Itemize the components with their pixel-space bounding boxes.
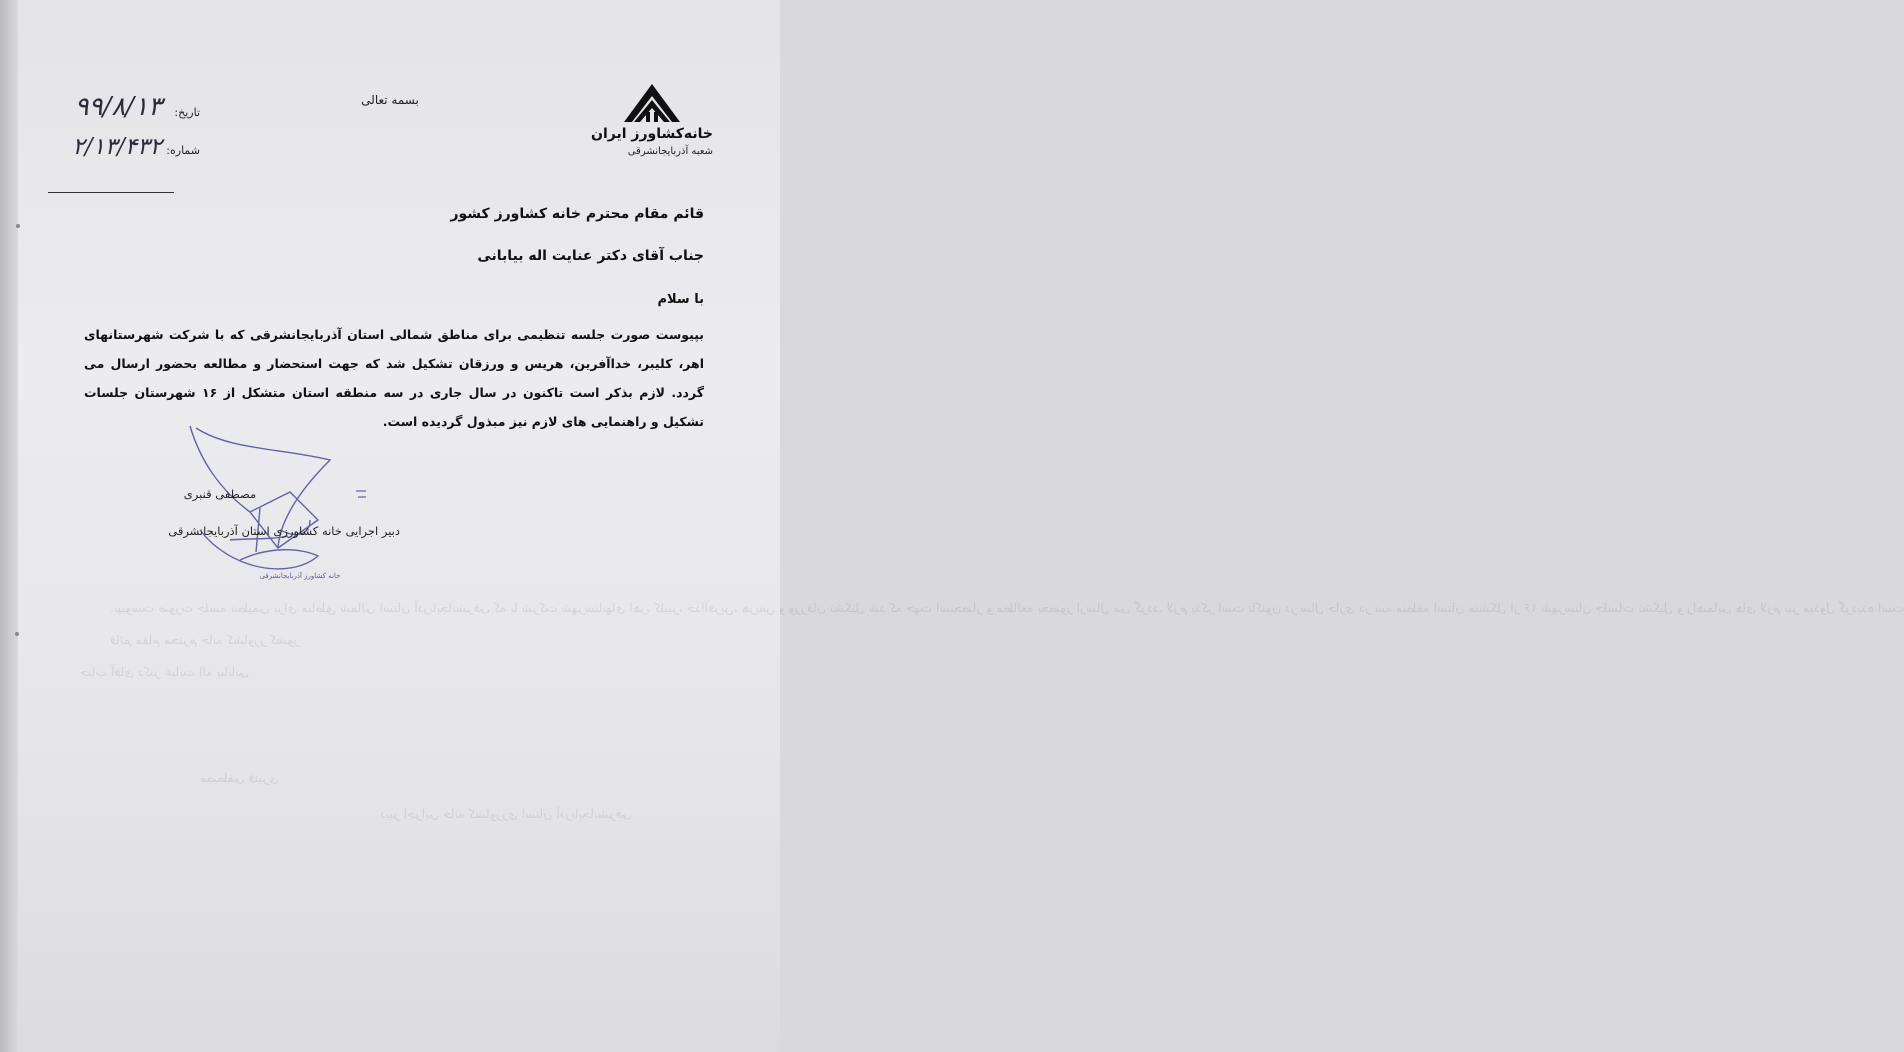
date-handwritten: ۹۹/۸/۱۳ bbox=[74, 92, 162, 122]
number-field bbox=[20, 136, 200, 172]
date-field bbox=[20, 92, 200, 132]
scan-speck bbox=[15, 632, 19, 636]
greeting: با سلام bbox=[657, 292, 704, 307]
org-name: خانه‌کشاورز ایران bbox=[591, 126, 713, 142]
bleed-through-text: مصطفی قنبری bbox=[200, 770, 279, 785]
scan-speck bbox=[16, 224, 20, 228]
bleed-through-text: جناب آقای دکتر عنایت اله بیابانی bbox=[80, 664, 250, 679]
bleed-through-text: بپیوست صورت جلسه تنظیمی برای مناطق شمالی استان آذربایجانشرقی که با شرکت شهرستانهای اهر، کلیبر، خداآفرین، هریس و ورزقان تشکیل شد که جهت استحضار و مطالعه بحضور ارسال می گردد. لازم بذکر است تاکنون در سال جاری در سه منطقه استان متشکل از ۱۶ شهرستان جلسات تشکیل و راهنمایی های لازم نیز مبذول گردیده است. bbox=[110, 600, 1904, 615]
number-label: شماره: bbox=[166, 144, 200, 157]
official-seal-icon bbox=[160, 420, 400, 590]
stamp-text: خانه کشاورز آذربایجانشرقی bbox=[259, 572, 341, 580]
bleed-through-text: قائم مقام محترم خانه کشاورز کشور bbox=[110, 632, 300, 647]
date-label: تاریخ: bbox=[174, 106, 200, 119]
org-branch: شعبه آذربایجانشرقی bbox=[627, 146, 713, 157]
scan-shadow-edge bbox=[0, 0, 18, 1052]
number-handwritten: ۲/۱۳/۴۳۲ bbox=[72, 134, 162, 160]
recipient-title: قائم مقام محترم خانه کشاورز کشور bbox=[450, 206, 704, 222]
recipient-name: جناب آقای دکتر عنایت اله بیابانی bbox=[477, 248, 704, 264]
signer-name: مصطفی قنبری bbox=[183, 487, 257, 501]
bleed-through-text: دبیر اجرایی خانه کشاورزی استان آذربایجانشرقی bbox=[380, 806, 632, 821]
basmala: بسمه تعالی bbox=[361, 93, 419, 107]
signer-title: دبیر اجرایی خانه کشاورزی استان آذربایجانشرقی bbox=[168, 524, 400, 538]
meta-underline bbox=[48, 192, 174, 193]
letter-body: بپیوست صورت جلسه تنظیمی برای مناطق شمالی استان آذربایجانشرقی که با شرکت شهرستانهای اهر، کلیبر، خداآفرین، هریس و ورزقان تشکیل شد که جهت استحضار و مطالعه بحضور ارسال می گردد. لازم بذکر است تاکنون در سال جاری در سه منطقه استان متشکل از ۱۶ شهرستان جلسات تشکیل و راهنمایی های لازم نیز مبذول گردیده است. bbox=[84, 327, 704, 429]
